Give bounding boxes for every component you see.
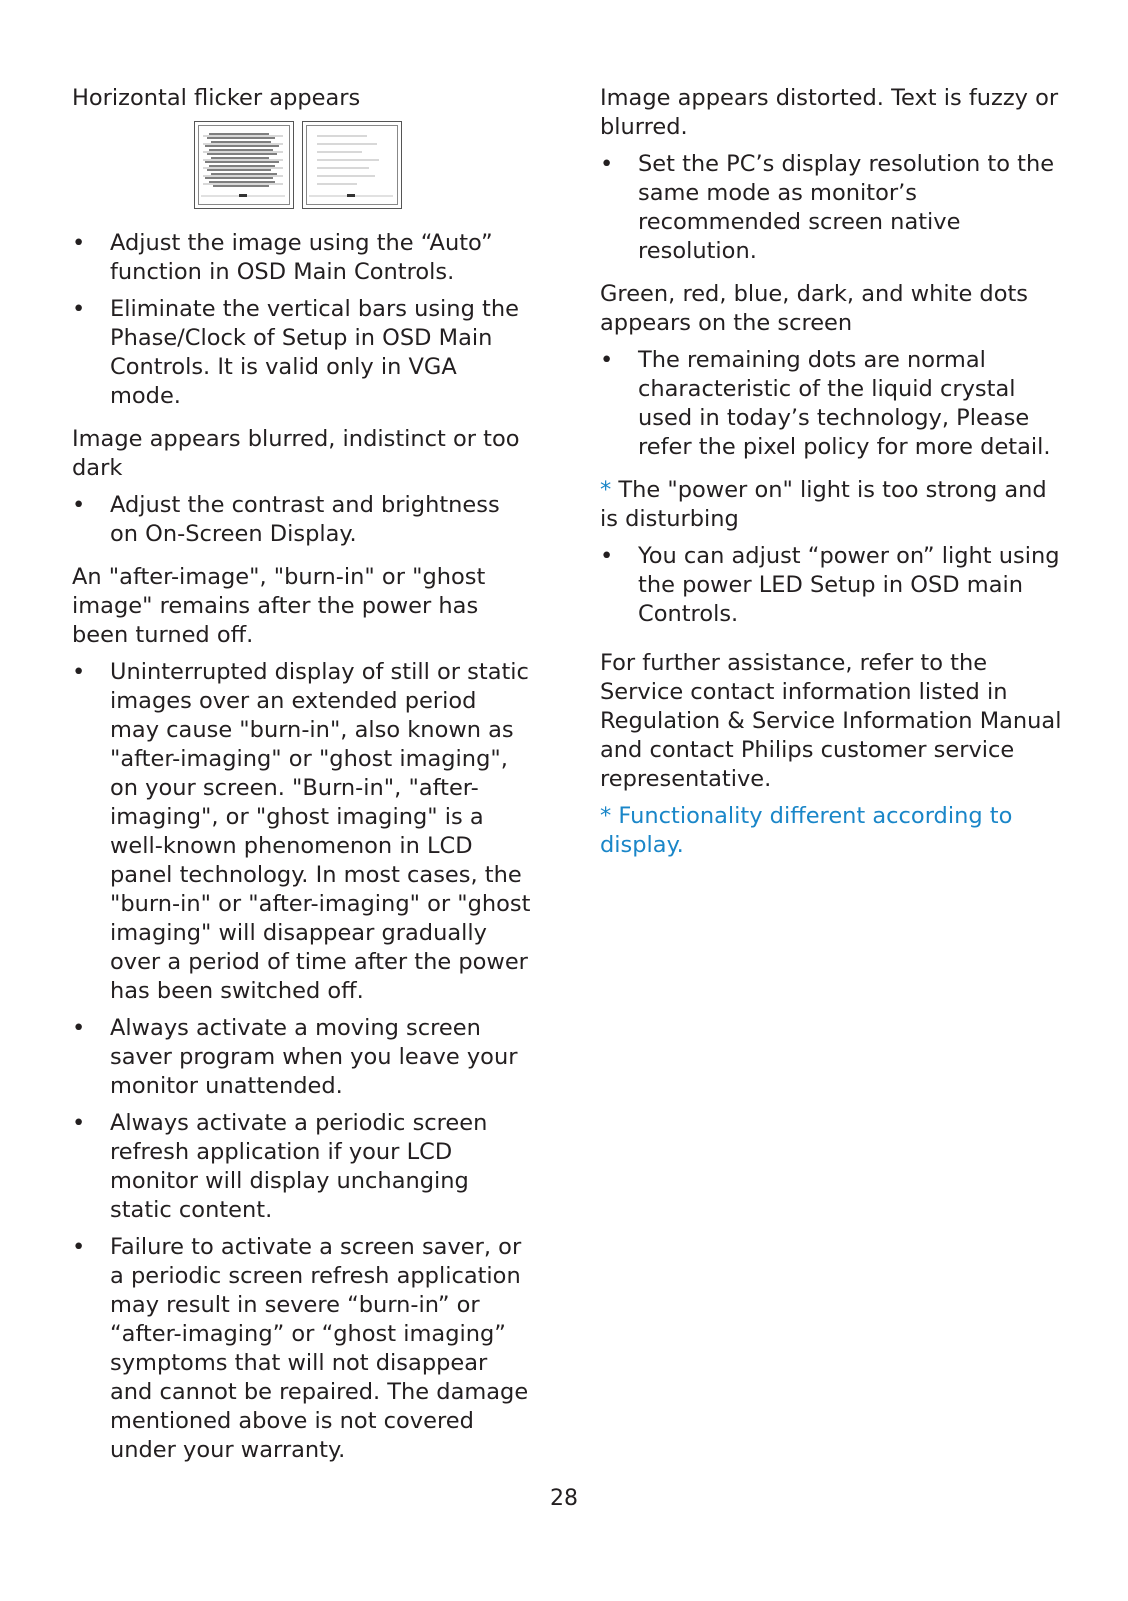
flicker-illustration <box>194 121 532 209</box>
assistance-note: For further assistance, refer to the Service contact information listed in Regulation & Service Information Manual and contact Philips customer service representative. <box>600 650 1062 792</box>
bullet-icon: • <box>600 151 614 177</box>
clear-screen-icon <box>306 125 398 205</box>
bullet-icon: • <box>72 492 86 518</box>
bullet-list <box>600 150 1070 266</box>
list-item: • You can adjust “power on” light using the power LED Setup in OSD main Controls. <box>600 543 1060 627</box>
bullet-icon: • <box>72 1110 86 1136</box>
section-heading: Image appears distorted. Text is fuzzy or blurred. <box>600 85 1059 140</box>
bullet-icon: • <box>72 1234 86 1260</box>
list-item: • Set the PC’s display resolution to the same mode as monitor’s recommended screen native resolution. <box>600 151 1055 264</box>
list-item: • The remaining dots are normal characteristic of the liquid crystal used in today’s technology, Please refer the pixel policy for more detail. <box>600 347 1051 460</box>
list-item: • Always activate a periodic screen refresh application if your LCD monitor will display unchanging static content. <box>72 1110 488 1223</box>
functionality-footnote: * Functionality different according to display. <box>600 803 1013 858</box>
left-column <box>72 84 532 1479</box>
list-item: • Adjust the image using the “Auto” function in OSD Main Controls. <box>72 230 493 285</box>
bullet-icon: • <box>72 230 86 256</box>
list-item: • Adjust the contrast and brightness on On-Screen Display. <box>72 492 500 547</box>
bullet-list <box>72 229 532 411</box>
bullet-list <box>600 346 1070 462</box>
monitor-flicker-image <box>194 121 294 209</box>
list-item: • Uninterrupted display of still or static images over an extended period may cause "burn-in", also known as "after-imaging" or "ghost imaging", on your screen. "Burn-in", "after-imaging", or "ghost imaging" is a well-known phenomenon in LCD panel technology. In most cases, the "burn-in" or "after-imaging" or "ghost imaging" will disappear gradually over a period of time after the power has been switched off. <box>72 659 531 1004</box>
bullet-icon: • <box>72 659 86 685</box>
list-item: • Failure to activate a screen saver, or a periodic screen refresh application may result in severe “burn-in” or “after-imaging” or “ghost imaging” symptoms that will not disappear and cannot be repaired. The damage mentioned above is not covered under your warranty. <box>72 1234 529 1463</box>
bullet-icon: • <box>600 543 614 569</box>
bullet-icon: • <box>72 1015 86 1041</box>
section-heading: Horizontal flicker appears <box>72 85 361 111</box>
bullet-list <box>72 491 532 549</box>
right-column <box>600 84 1070 868</box>
bullet-list <box>600 542 1070 629</box>
monitor-clear-image <box>302 121 402 209</box>
section-heading: * The "power on" light is too strong and is disturbing <box>600 477 1047 532</box>
asterisk-marker: * <box>600 477 612 503</box>
section-heading: Green, red, blue, dark, and white dots appears on the screen <box>600 281 1029 336</box>
bullet-icon: • <box>600 347 614 373</box>
bullet-icon: • <box>72 296 86 322</box>
bullet-list <box>72 658 532 1465</box>
list-item: • Eliminate the vertical bars using the Phase/Clock of Setup in OSD Main Controls. It is valid only in VGA mode. <box>72 296 519 409</box>
section-heading: An "after-image", "burn-in" or "ghost image" remains after the power has been turned off. <box>72 564 486 648</box>
page-number: 28 <box>550 1486 578 1511</box>
flicker-screen-icon <box>198 125 290 205</box>
list-item: • Always activate a moving screen saver program when you leave your monitor unattended. <box>72 1015 518 1099</box>
section-heading: Image appears blurred, indistinct or too dark <box>72 426 520 481</box>
